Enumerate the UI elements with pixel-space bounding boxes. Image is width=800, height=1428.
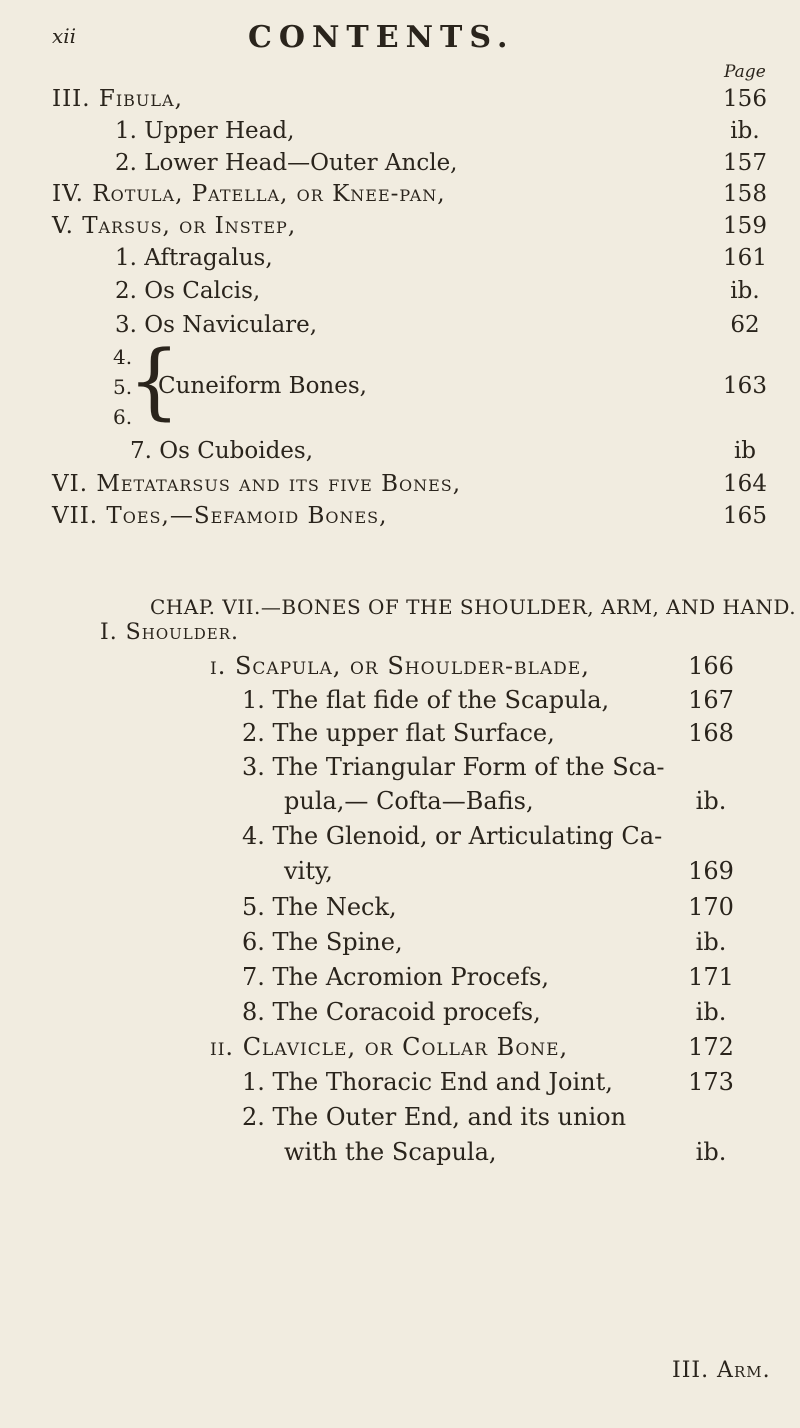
entry-label: 7. Os Cuboides, xyxy=(130,438,314,464)
entry-page: 158 xyxy=(723,181,767,207)
entry-label: VI. Metatarsus and its five Bones, xyxy=(52,471,462,497)
contents-entry xyxy=(0,963,800,995)
entry-page: ib. xyxy=(695,1138,727,1166)
entry-label: 2. The upper flat Surface, xyxy=(242,719,555,747)
contents-entry xyxy=(0,822,800,854)
contents-entry xyxy=(0,278,800,310)
entry-page: ib. xyxy=(695,787,727,815)
entry-label: 2. Os Calcis, xyxy=(115,278,261,304)
catchword: III. Arm. xyxy=(672,1358,771,1383)
entry-page: 159 xyxy=(723,213,767,239)
entry-label: III. Fibula, xyxy=(52,86,183,112)
page-title: CONTENTS. xyxy=(248,20,515,55)
contents-entry xyxy=(0,471,800,503)
cuneiform-label: Cuneiform Bones, xyxy=(158,373,367,399)
contents-entry xyxy=(0,753,800,785)
entry-label: 1. Upper Head, xyxy=(115,118,295,144)
entry-label: with the Scapula, xyxy=(284,1138,497,1166)
cuneiform-number-6: 6. xyxy=(113,405,133,429)
entry-page: 167 xyxy=(688,686,734,714)
contents-entry xyxy=(0,787,800,819)
entry-label: pula,— Cofta—Bafis, xyxy=(284,787,534,815)
contents-entry xyxy=(0,213,800,245)
entry-label: 5. The Neck, xyxy=(242,893,397,921)
contents-entry xyxy=(0,1033,800,1065)
entry-label: 3. The Triangular Form of the Sca- xyxy=(242,753,665,781)
cuneiform-entry xyxy=(0,334,800,435)
entry-label: 1. The Thoracic End and Joint, xyxy=(242,1068,613,1096)
entry-page: 157 xyxy=(723,150,767,176)
entry-label: vity, xyxy=(284,857,333,885)
contents-entry xyxy=(0,998,800,1030)
entry-page: 169 xyxy=(688,857,734,885)
contents-entry xyxy=(0,1103,800,1135)
section-heading: I. Shoulder. xyxy=(100,620,239,645)
entry-label: ii. Clavicle, or Collar Bone, xyxy=(210,1033,569,1061)
entry-page: ib xyxy=(733,438,757,464)
contents-entry xyxy=(0,245,800,277)
entry-label: 8. The Coracoid procefs, xyxy=(242,998,541,1026)
entry-label: 7. The Acromion Procefs, xyxy=(242,963,550,991)
entry-page: ib. xyxy=(695,998,727,1026)
entry-page: ib. xyxy=(730,118,760,144)
entry-page: 164 xyxy=(723,471,767,497)
contents-entry xyxy=(0,652,800,684)
entry-label: i. Scapula, or Shoulder-blade, xyxy=(210,652,590,680)
contents-entry xyxy=(0,1068,800,1100)
entry-page: 171 xyxy=(688,963,734,991)
contents-entry xyxy=(0,928,800,960)
contents-entry xyxy=(0,181,800,213)
contents-entry xyxy=(0,150,800,182)
page-column-label: Page xyxy=(724,62,766,82)
entry-page: ib. xyxy=(695,928,727,956)
cuneiform-page: 163 xyxy=(723,373,767,399)
entry-page: 168 xyxy=(688,719,734,747)
entry-label: V. Tarsus, or Instep, xyxy=(52,213,297,239)
entry-page: 161 xyxy=(723,245,767,271)
entry-page: 62 xyxy=(730,312,760,338)
cuneiform-number-4: 4. xyxy=(113,345,133,369)
cuneiform-number-5: 5. xyxy=(113,375,133,399)
contents-entry xyxy=(0,312,800,344)
contents-entry xyxy=(0,893,800,925)
entry-label: 2. The Outer End, and its union xyxy=(242,1103,627,1131)
entry-page: 172 xyxy=(688,1033,734,1061)
entry-label: 2. Lower Head—Outer Ancle, xyxy=(115,150,458,176)
chapter-heading: CHAP. VII.—BONES OF THE SHOULDER, ARM, AND HAND. xyxy=(150,595,797,619)
entry-label: 3. Os Naviculare, xyxy=(115,312,318,338)
brace-icon: { xyxy=(128,334,181,429)
entry-page: 156 xyxy=(723,86,767,112)
contents-entry xyxy=(0,86,800,118)
entry-label: 1. The flat fide of the Scapula, xyxy=(242,686,610,714)
entry-label: IV. Rotula, Patella, or Knee-pan, xyxy=(52,181,446,207)
entry-label: 6. The Spine, xyxy=(242,928,403,956)
contents-entry xyxy=(0,857,800,889)
entry-page: ib. xyxy=(730,278,760,304)
contents-entry xyxy=(0,118,800,150)
contents-entry xyxy=(0,719,800,751)
contents-entry xyxy=(0,503,800,535)
entry-page: 166 xyxy=(688,652,734,680)
entry-label: VII. Toes,—Sefamoid Bones, xyxy=(52,503,388,529)
page-number: xii xyxy=(52,24,77,48)
contents-entry xyxy=(0,1138,800,1170)
contents-entry xyxy=(0,686,800,718)
entry-page: 173 xyxy=(688,1068,734,1096)
contents-entry xyxy=(0,438,800,470)
entry-page: 165 xyxy=(723,503,767,529)
entry-label: 1. Aftragalus, xyxy=(115,245,273,271)
entry-label: 4. The Glenoid, or Articulating Ca- xyxy=(242,822,663,850)
entry-page: 170 xyxy=(688,893,734,921)
